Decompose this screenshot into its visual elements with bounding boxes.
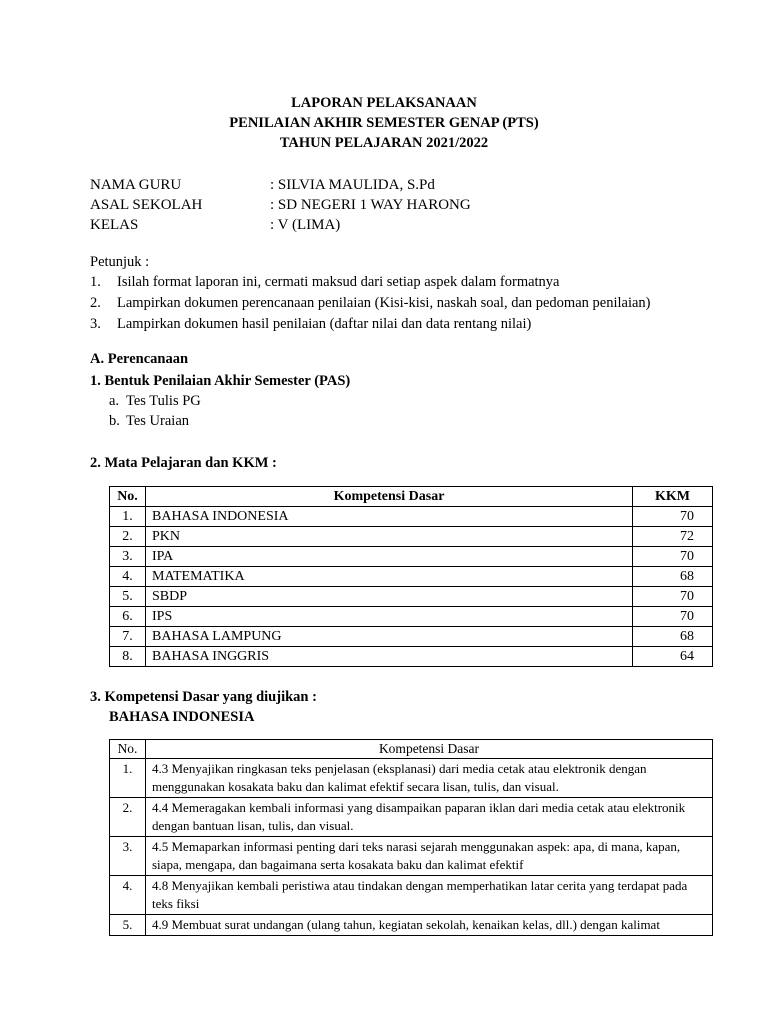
- row-subject: IPA: [146, 547, 633, 567]
- row-kkm: 68: [633, 627, 713, 647]
- table-row: [110, 759, 713, 798]
- table-row: [110, 547, 713, 567]
- row-no: 3.: [110, 837, 146, 876]
- instruction-text: Lampirkan dokumen hasil penilaian (daftar nilai dan data rentang nilai): [117, 316, 532, 332]
- row-subject: BAHASA INDONESIA: [146, 507, 633, 527]
- row-subject: SBDP: [146, 587, 633, 607]
- table-row: [110, 507, 713, 527]
- table-row: [110, 647, 713, 667]
- row-no: 5.: [110, 587, 146, 607]
- title-line-3: TAHUN PELAJARAN 2021/2022: [279, 135, 489, 151]
- instruction-number: 2.: [90, 295, 101, 311]
- title-line-2: PENILAIAN AKHIR SEMESTER GENAP (PTS): [229, 115, 539, 131]
- row-competency: 4.9 Membuat surat undangan (ulang tahun, kegiatan sekolah, kenaikan kelas, dll.) dengan kalimat: [146, 915, 713, 936]
- section-1-heading: 1. Bentuk Penilaian Akhir Semester (PAS): [90, 373, 351, 389]
- item-text: Tes Uraian: [126, 413, 189, 429]
- table-header-row: [110, 487, 713, 507]
- competency-table: [109, 739, 713, 936]
- table-row: [110, 798, 713, 837]
- instruction-number: 1.: [90, 274, 101, 290]
- instruction-number: 3.: [90, 316, 101, 332]
- instruction-text: Isilah format laporan ini, cermati maksud dari setiap aspek dalam formatnya: [117, 274, 560, 290]
- row-no: 4.: [110, 876, 146, 915]
- table-row: [110, 587, 713, 607]
- row-no: 7.: [110, 627, 146, 647]
- table-row: [110, 627, 713, 647]
- table-row: [110, 607, 713, 627]
- row-no: 4.: [110, 567, 146, 587]
- row-subject: PKN: [146, 527, 633, 547]
- table-row: [110, 876, 713, 915]
- teacher-info: [90, 175, 471, 235]
- row-no: 2.: [110, 798, 146, 837]
- row-competency: 4.3 Menyajikan ringkasan teks penjelasan (eksplanasi) dari media cetak atau elektronik dengan menggunakan kosakata baku dan kalimat efektif secara lisan, tulis, dan visual.: [146, 759, 713, 798]
- row-kkm: 72: [633, 527, 713, 547]
- info-label: KELAS: [90, 217, 139, 233]
- table-row: [110, 837, 713, 876]
- row-no: 5.: [110, 915, 146, 936]
- kkm-table: [109, 486, 713, 667]
- section-3-heading: 3. Kompetensi Dasar yang diujikan :: [90, 689, 317, 705]
- instructions: [90, 252, 651, 335]
- row-no: 1.: [110, 759, 146, 798]
- header-no: No.: [110, 487, 146, 507]
- assessment-type-item: [109, 411, 189, 431]
- header-no: No.: [110, 740, 146, 759]
- row-kkm: 64: [633, 647, 713, 667]
- header-kd: Kompetensi Dasar: [146, 740, 713, 759]
- row-no: 3.: [110, 547, 146, 567]
- row-subject: MATEMATIKA: [146, 567, 633, 587]
- item-letter: a.: [109, 393, 120, 409]
- row-kkm: 68: [633, 567, 713, 587]
- table-row: [110, 527, 713, 547]
- row-competency: 4.4 Memeragakan kembali informasi yang disampaikan paparan iklan dari media cetak atau elektronik dengan bantuan lisan, tulis, dan visual.: [146, 798, 713, 837]
- header-kd: Kompetensi Dasar: [146, 487, 633, 507]
- assessment-type-item: [109, 391, 201, 411]
- row-kkm: 70: [633, 547, 713, 567]
- row-no: 6.: [110, 607, 146, 627]
- row-competency: 4.8 Menyajikan kembali peristiwa atau tindakan dengan memperhatikan latar cerita yang terdapat pada teks fiksi: [146, 876, 713, 915]
- info-value: : SD NEGERI 1 WAY HARONG: [270, 197, 471, 213]
- instruction-text: Lampirkan dokumen perencanaan penilaian (Kisi-kisi, naskah soal, dan pedoman penilaian): [117, 295, 651, 311]
- info-row-teacher: [90, 175, 471, 195]
- info-label: ASAL SEKOLAH: [90, 197, 203, 213]
- info-value: : V (LIMA): [270, 217, 341, 233]
- row-no: 2.: [110, 527, 146, 547]
- section-3-subject: BAHASA INDONESIA: [109, 709, 255, 725]
- row-kkm: 70: [633, 607, 713, 627]
- table-row: [110, 567, 713, 587]
- instruction-item: [90, 314, 651, 335]
- row-subject: IPS: [146, 607, 633, 627]
- row-subject: BAHASA LAMPUNG: [146, 627, 633, 647]
- info-row-class: [90, 215, 471, 235]
- row-kkm: 70: [633, 587, 713, 607]
- instruction-item: [90, 293, 651, 314]
- row-competency: 4.5 Memaparkan informasi penting dari teks narasi sejarah menggunakan aspek: apa, di mana, kapan, siapa, mengapa, dan bagaimana serta kosakata baku dan kalimat efektif: [146, 837, 713, 876]
- table-header-row: [110, 740, 713, 759]
- row-kkm: 70: [633, 507, 713, 527]
- row-subject: BAHASA INGGRIS: [146, 647, 633, 667]
- instructions-heading: Petunjuk :: [90, 254, 150, 270]
- section-a-heading: A. Perencanaan: [90, 351, 189, 367]
- table-row: [110, 915, 713, 936]
- info-row-school: [90, 195, 471, 215]
- info-value: : SILVIA MAULIDA, S.Pd: [270, 177, 435, 193]
- row-no: 8.: [110, 647, 146, 667]
- item-text: Tes Tulis PG: [126, 393, 201, 409]
- info-label: NAMA GURU: [90, 177, 182, 193]
- section-2-heading: 2. Mata Pelajaran dan KKM :: [90, 455, 277, 471]
- row-no: 1.: [110, 507, 146, 527]
- header-kkm: KKM: [633, 487, 713, 507]
- instruction-item: [90, 272, 651, 293]
- document-title: [0, 93, 768, 153]
- title-line-1: LAPORAN PELAKSANAAN: [291, 95, 477, 111]
- item-letter: b.: [109, 413, 120, 429]
